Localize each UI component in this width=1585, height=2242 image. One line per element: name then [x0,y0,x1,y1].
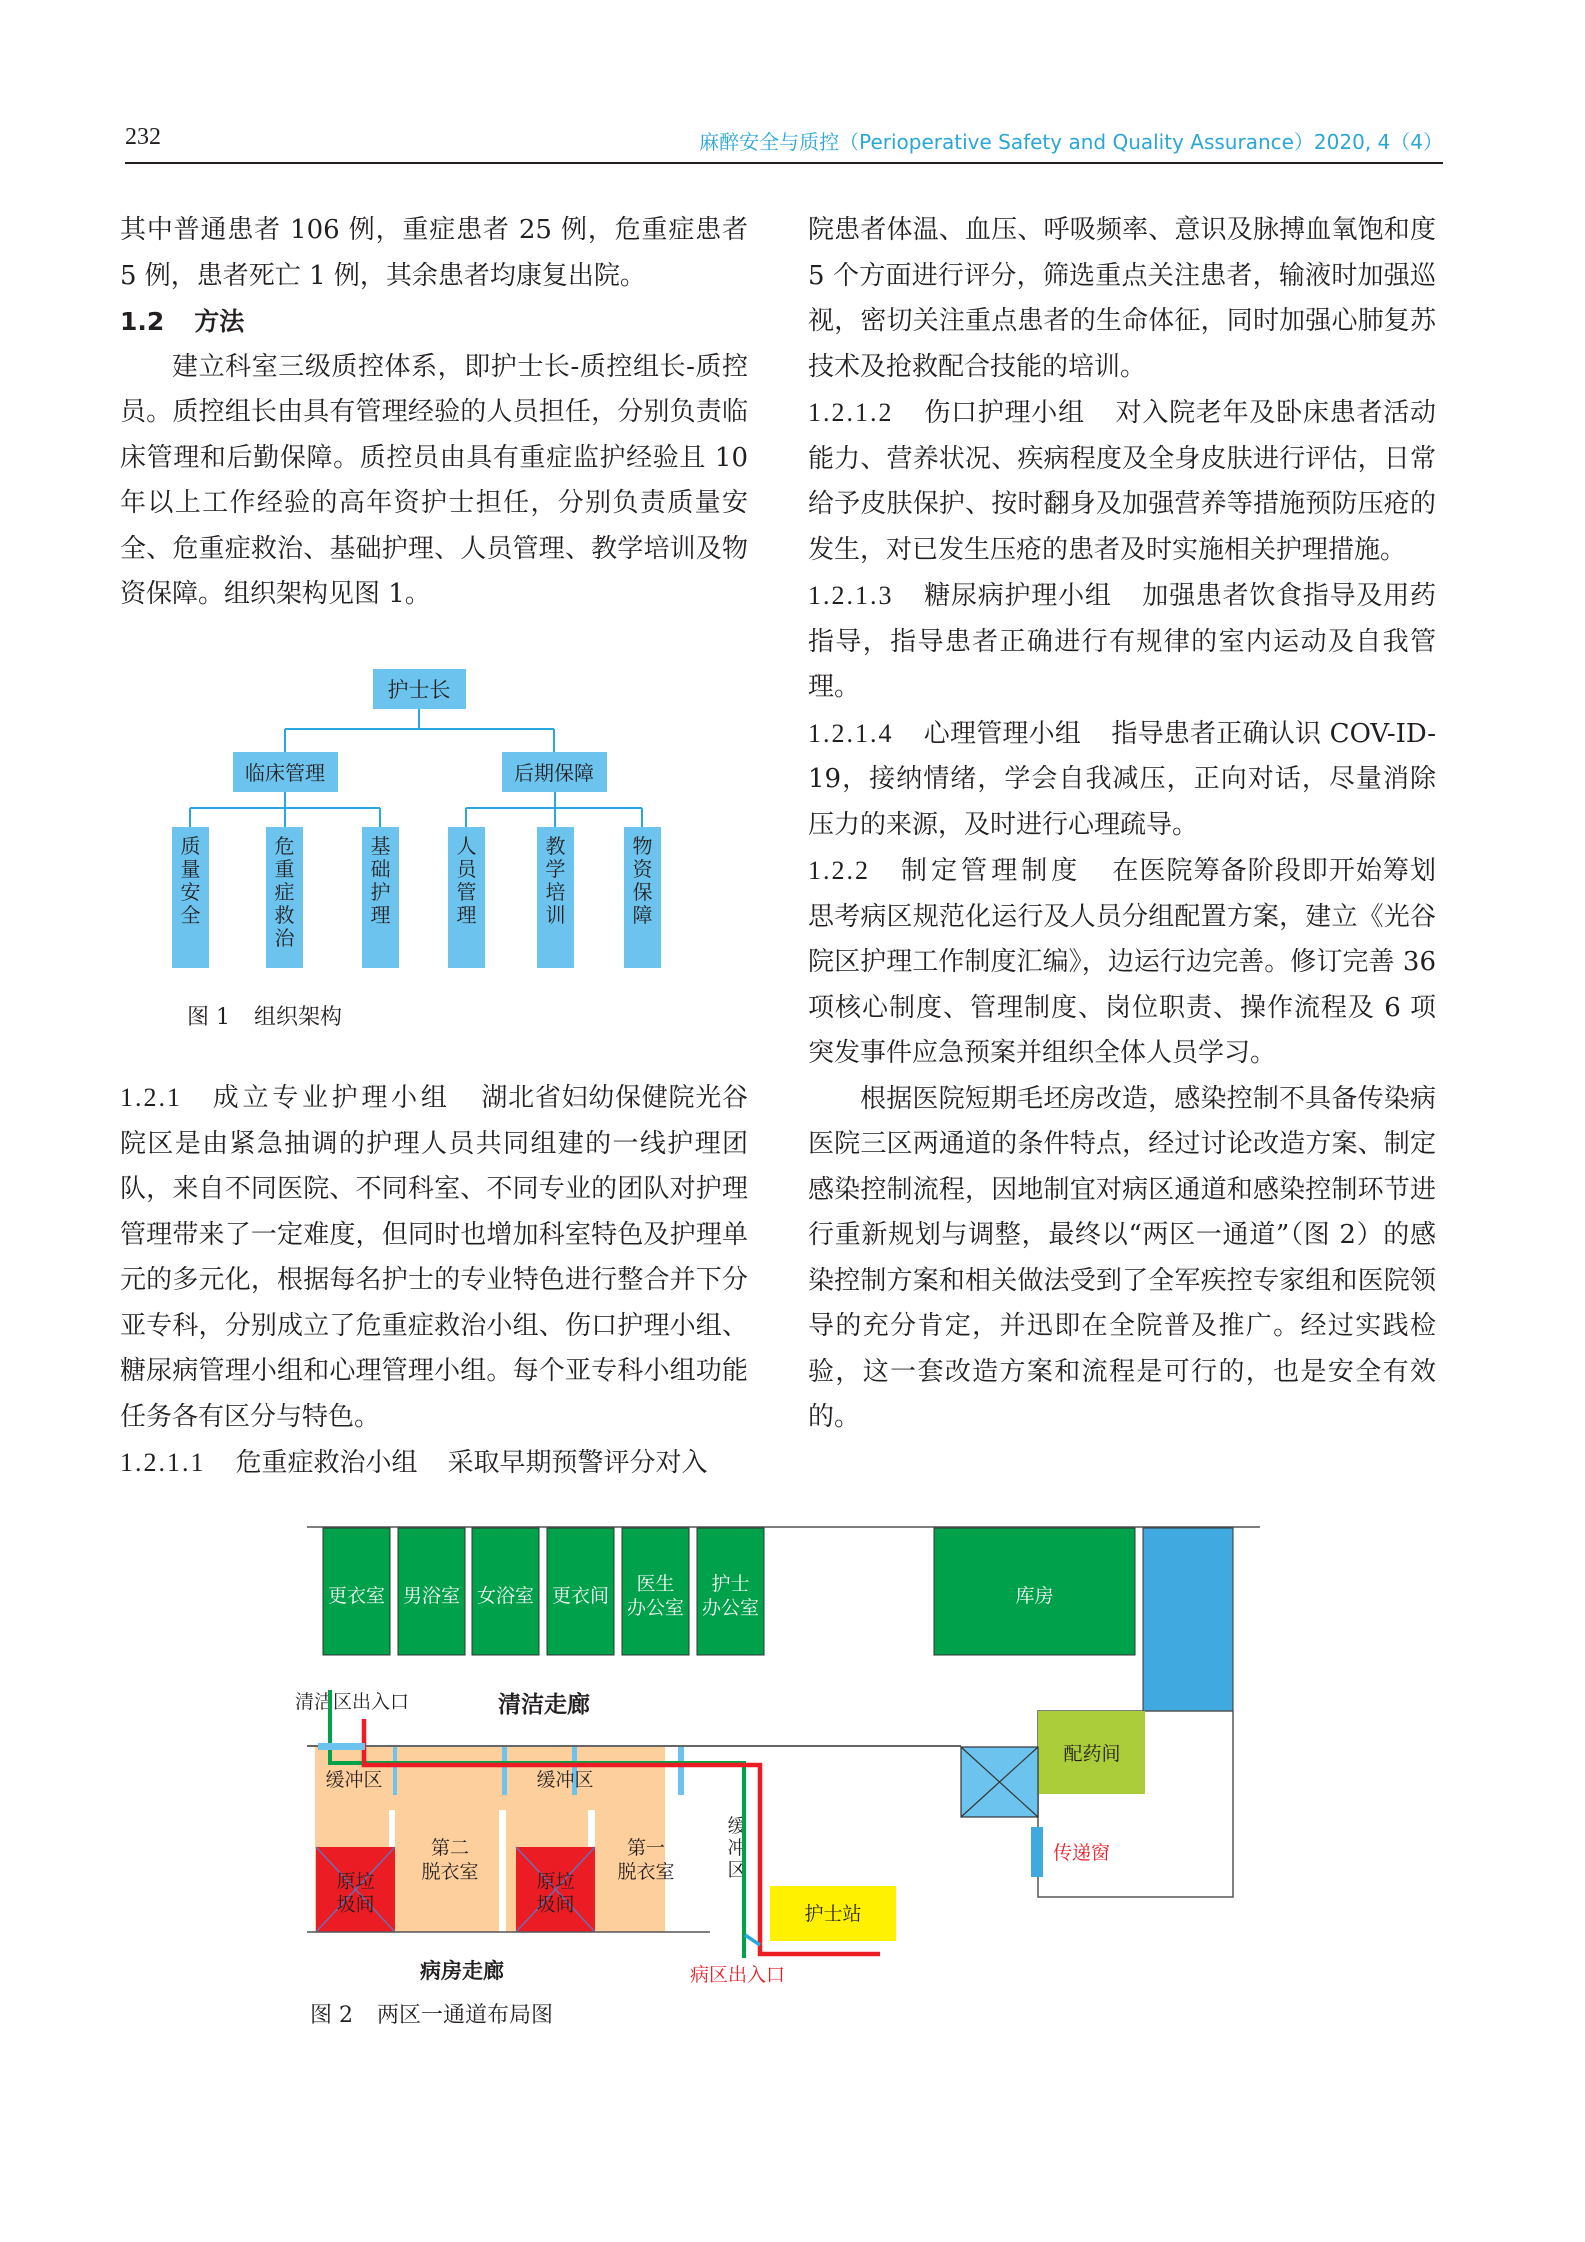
top-room-label: 库房 [1015,1584,1054,1607]
door-strip [678,1747,684,1795]
right-column [808,208,1436,1441]
section-text: 指导患者正确认识 COV-ID-19，接纳情绪，学会自我减压，正向对话，尽量消除压力的来源，及时进行心理疏导。 [808,718,1436,840]
top-room-label: 医生办公室 [626,1572,685,1619]
org-leaf-node [537,827,574,968]
undress-room-label: 第二脱衣室 [421,1836,479,1883]
org-branch-label: 后期保障 [514,761,594,785]
section-title: 心理管理小组 [923,718,1082,749]
caption-title: 组织架构 [254,1005,343,1030]
room-divider [679,1810,688,1932]
section-heading [120,299,748,345]
org-leaf-node [172,827,209,968]
crossed-box [961,1747,1038,1817]
subsection-1-2-1-2 [808,390,1436,573]
caption-title: 两区一通道布局图 [377,2003,554,2028]
floor-plan-svg [290,1515,1290,1985]
buffer-zone-label: 缓冲区 [325,1768,383,1791]
old-trash-room-label: 原垃圾间 [536,1870,575,1916]
org-root-label: 护士长 [387,678,451,702]
caption-number: 图 2 [310,2003,353,2028]
top-room [934,1528,1135,1655]
section-title: 方法 [194,307,245,336]
top-room-label: 更衣间 [551,1584,610,1607]
org-leaf-node [362,827,399,968]
orange-zone [315,1747,747,1932]
section-number: 1.2.1.3 [808,581,894,610]
section-title: 危重症救治小组 [235,1448,418,1478]
old-trash-room [516,1847,595,1932]
org-chart-svg [160,660,720,990]
figure-1-org-chart [160,660,720,1050]
top-room-label: 更衣室 [327,1584,386,1607]
section-number: 1.2 [120,307,165,336]
org-leaf-label: 物资保障 [632,834,653,928]
room-divider [499,1810,506,1932]
figure-2-caption [310,1998,553,2029]
paragraph: 建立科室三级质控体系，即护士长-质控组长-质控员。质控组长由具有管理经验的人员担任，分别负责临床管理和后勤保障。质控员由具有重症监护经验且 10 年以上工作经验的高年资护士担任，分别负责质量安全、危重症救治、基础护理、人员管理、教学培训及物资保障。组织架构见图 1。 [120,351,748,609]
org-leaf-label: 基础护理 [370,834,391,928]
buffer-zone-label: 缓冲区 [727,1814,747,1881]
paragraph: 其中普通患者 106 例，重症患者 25 例，危重症患者 5 例，患者死亡 1 例，其余患者均康复出院。 [120,215,748,291]
old-trash-room [316,1847,395,1932]
section-title: 制定管理制度 [900,856,1082,886]
top-room-label: 男浴室 [402,1584,461,1607]
org-leaf-node [624,827,661,968]
org-leaf-node [266,827,303,968]
pass-window [1031,1827,1043,1877]
org-branch-label: 临床管理 [245,761,325,785]
section-text: 对入院老年及卧床患者活动能力、营养状况、疾病程度及全身皮肤进行评估，日常给予皮肤保护、按时翻身及加强营养等措施预防压疮的发生，对已发生压疮的患者及时实施相关护理措施。 [808,398,1436,565]
org-leaf-label: 质量安全 [180,834,201,928]
section-text: 采取早期预警评分对入 [447,1448,708,1478]
top-room [547,1528,614,1655]
section-title: 成立专业护理小组 [212,1083,451,1113]
section-number: 1.2.1 [120,1083,182,1112]
left-column-lower [120,1075,748,1487]
dispensing-room-label: 配药间 [1063,1743,1121,1765]
top-rooms [323,1528,1135,1655]
org-root-node [373,669,466,709]
buffer-zone-label: 缓冲区 [536,1768,594,1791]
door-strip [393,1747,397,1795]
figure-2-floor-plan [290,1515,1290,2028]
subsection-1-2-1-1 [120,1440,748,1487]
top-room-label: 护士办公室 [701,1572,760,1619]
subsection-1-2-2 [808,848,1436,1077]
org-leaf-node [448,827,485,968]
org-branch-clinical [233,752,338,792]
section-text: 湖北省妇幼保健院光谷院区是由紧急抽调的护理人员共同组建的一线护理团队，来自不同医院、不同科室、不同专业的团队对护理管理带来了一定难度，但同时也增加科室特色及护理单元的多元化，根据每名护士的专业特色进行整合并下分亚专科，分别成立了危重症救治小组、伤口护理小组、糖尿病管理小组和心理管理小组。每个亚专科小组功能任务各有区分与特色。 [120,1083,748,1432]
left-column [120,208,748,618]
section-number: 1.2.1.2 [808,398,894,427]
top-room [697,1528,764,1655]
top-room [398,1528,465,1655]
subsection-1-2-1-3 [808,573,1436,711]
org-leaf-label: 人员管理 [456,834,477,928]
paragraph: 院患者体温、血压、呼吸频率、意识及脉搏血氧饱和度 5 个方面进行评分，筛选重点关注患者，输液时加强巡视，密切关注重点患者的生命体征，同时加强心肺复苏技术及抢救配合技能的培训。 [808,215,1436,382]
pass-window-label: 传递窗 [1053,1842,1111,1864]
page-number: 232 [125,124,161,150]
clean-entrance-label: 清洁区出入口 [295,1691,410,1713]
org-leaf-label: 教学培训 [545,834,566,928]
paragraph: 根据医院短期毛坯房改造，感染控制不具备传染病医院三区两通道的条件特点，经过讨论改造方案、制定感染控制流程，因地制宜对病区通道和感染控制环节进行重新规划与调整，最终以“两区一通道”（图 2）的感染控制方案和相关做法受到了全军疾控专家组和医院领导的充分肯定，并迅即在全院普及推广。经过实践检验，这一套改造方案和流程是可行的，也是安全有效的。 [808,1083,1436,1432]
blue-column-area [1143,1528,1233,1711]
subsection-1-2-1 [120,1075,748,1440]
clean-corridor-label: 清洁走廊 [498,1691,590,1718]
org-leaf-nodes [172,827,661,968]
caption-number: 图 1 [187,1005,230,1030]
old-trash-room-label: 原垃圾间 [336,1870,375,1916]
top-room [472,1528,539,1655]
ward-entrance-label: 病区出入口 [690,1964,786,1985]
top-room-label: 女浴室 [476,1584,535,1607]
door-strip [502,1747,507,1795]
org-leaf-label: 危重症救治 [274,834,295,951]
section-text: 加强患者饮食指导及用药指导，指导患者正确进行有规律的室内运动及自我管理。 [808,581,1436,702]
top-room [323,1528,390,1655]
section-title: 伤口护理小组 [923,398,1085,428]
ward-corridor-label: 病房走廊 [420,1958,504,1983]
org-branch-logistics [502,752,607,792]
section-text: 在医院筹备阶段即开始筹划思考病区规范化运行及人员分组配置方案，建立《光谷院区护理工作制度汇编》，边运行边完善。修订完善 36 项核心制度、管理制度、岗位职责、操作流程及 6 项突发事件应急预案并组织全体人员学习。 [808,856,1436,1068]
section-number: 1.2.1.1 [120,1448,206,1477]
journal-title: 麻醉安全与质控（Perioperative Safety and Quality Assurance）2020, 4（4） [699,130,1443,154]
section-title: 糖尿病护理小组 [923,581,1112,611]
nurse-station-label: 护士站 [804,1903,862,1925]
subsection-1-2-1-4 [808,711,1436,849]
section-number: 1.2.2 [808,856,870,885]
section-number: 1.2.1.4 [808,718,894,748]
header-rule [125,162,1443,164]
top-room [622,1528,689,1655]
undress-room-label: 第一脱衣室 [617,1836,675,1883]
entrance-door [318,1743,365,1750]
figure-1-caption [187,1000,342,1031]
